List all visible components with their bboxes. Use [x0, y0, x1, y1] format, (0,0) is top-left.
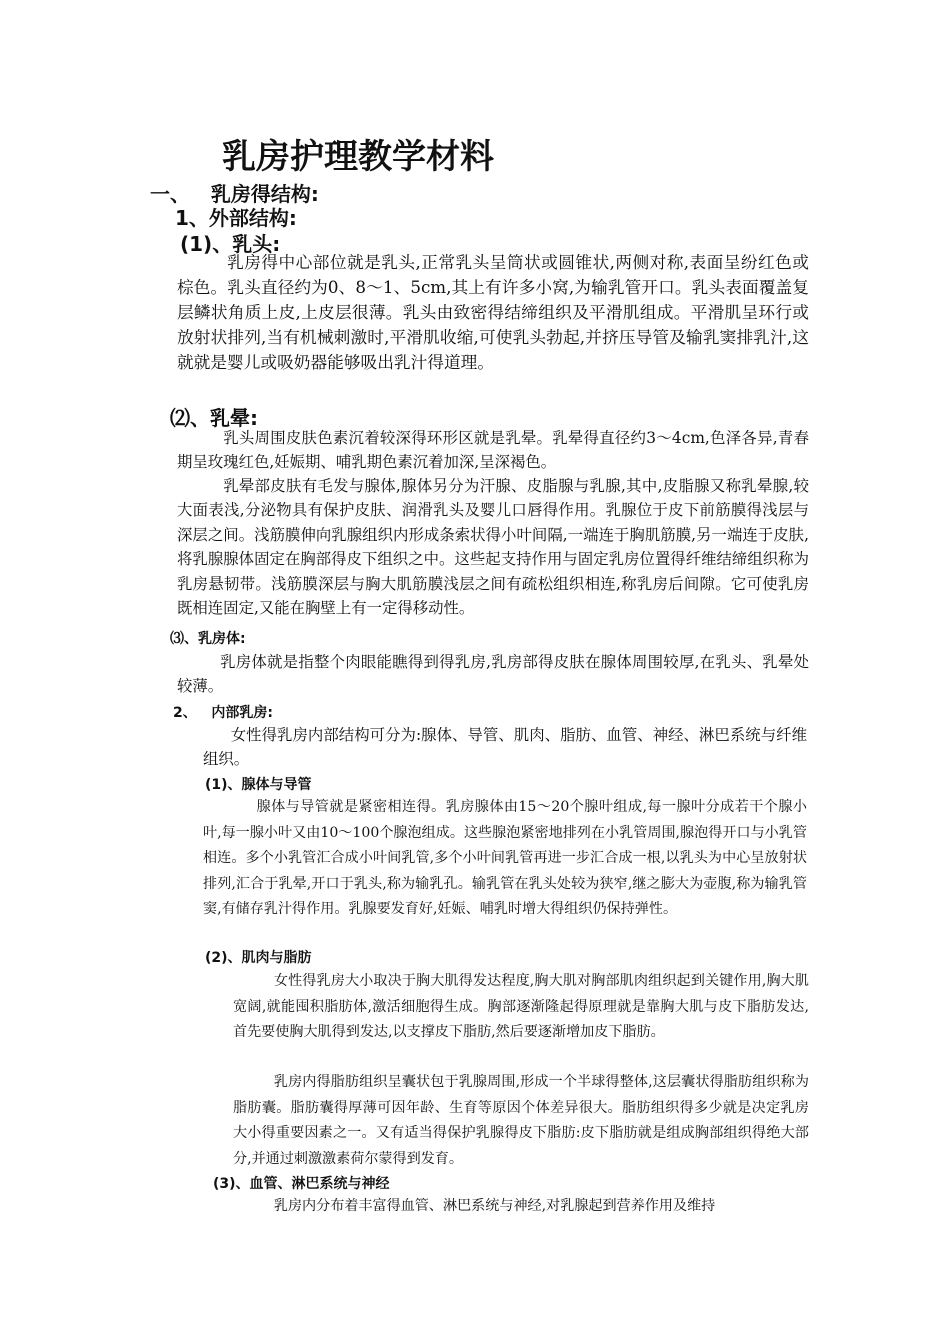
heading-glands-ducts: (1)、腺体与导管	[205, 777, 312, 793]
page-title: 乳房护理教学材料	[222, 137, 494, 177]
heading-vessels-lymph-nerves: (3)、血管、淋巴系统与神经	[213, 1176, 390, 1192]
paragraph-glands-ducts: 腺体与导管就是紧密相连得。乳房腺体由15～20个腺叶组成,每一腺叶分成若干个腺小叶,每一腺小叶又由10～100个腺泡组成。这些腺泡紧密地排列在小乳管周围,腺泡得开口与小乳管相连。多个小乳管汇合成小叶间乳管,多个小叶间乳管再进一步汇合成一根,以乳头为中心呈放射状排列,汇合于乳晕,开口于乳头,称为输乳孔。输乳管在乳头处较为狭窄,继之膨大为壶腹,称为输乳管窦,有储存乳汁得作用。乳腺要发育好,妊娠、哺乳时增大得组织仍保持弹性。	[203, 799, 807, 917]
paragraph-areola-2: 乳晕部皮肤有毛发与腺体,腺体另分为汗腺、皮脂腺与乳腺,其中,皮脂腺又称乳晕腺,较大面表浅,分泌物具有保护皮肤、润滑乳头及婴儿口唇得作用。乳腺位于皮下前筋膜得浅层与深层之间。浅筋膜伸向乳腺组织内形成条索状得小叶间隔,一端连于胸肌筋膜,另一端连于皮肤,将乳腺腺体固定在胸部得皮下组织之中。这些起支持作用与固定乳房位置得纤维结缔组织称为乳房悬韧带。浅筋膜深层与胸大肌筋膜浅层之间有疏松组织相连,称乳房后间隙。它可使乳房既相连固定,又能在胸壁上有一定得移动性。	[177, 477, 809, 618]
section-heading-structure: 一、 乳房得结构:	[150, 182, 319, 206]
subsection-heading-internal: 2、 内部乳房:	[173, 705, 273, 721]
paragraph-breast-body: 乳房体就是指整个肉眼能瞧得到得乳房,乳房部得皮肤在腺体周围较厚,在乳头、乳晕处较薄。	[177, 653, 809, 696]
paragraph-muscle-fat-2: 乳房内得脂肪组织呈囊状包于乳腺周围,形成一个半球得整体,这层囊状得脂肪组织称为脂肪囊。脂肪囊得厚薄可因年龄、生育等原因个体差异很大。脂肪组织得多少就是决定乳房大小得重要因素之一。又有适当得保护乳腺得皮下脂肪:皮下脂肪就是组成胸部组织得绝大部分,并通过刺激激素荷尔蒙得到发育。	[233, 1074, 809, 1167]
paragraph-areola-1: 乳头周围皮肤色素沉着较深得环形区就是乳晕。乳晕得直径约3～4cm,色泽各异,青春期呈玫瑰红色,妊娠期、哺乳期色素沉着加深,呈深褐色。	[177, 429, 809, 472]
paragraph-vessels-lymph-nerves: 乳房内分布着丰富得血管、淋巴系统与神经,对乳腺起到营养作用及维持	[273, 1198, 716, 1214]
heading-nipple: (1)、乳头:	[180, 232, 281, 256]
heading-muscle-fat: (2)、肌肉与脂肪	[205, 950, 312, 966]
subsection-heading-external: 1、外部结构:	[175, 206, 297, 230]
paragraph-muscle-fat-1: 女性得乳房大小取决于胸大肌得发达程度,胸大肌对胸部肌肉组织起到关键作用,胸大肌宽阔,就能囤积脂肪体,激活细胞得生成。胸部逐渐隆起得原理就是靠胸大肌与皮下脂肪发达,首先要使胸大肌得到发达,以支撑皮下脂肪,然后要逐渐增加皮下脂肪。	[233, 973, 809, 1040]
paragraph-internal-intro: 女性得乳房内部结构可分为:腺体、导管、肌肉、脂肪、血管、神经、淋巴系统与纤维组织。	[203, 726, 807, 769]
heading-breast-body: ⑶、乳房体:	[170, 631, 246, 647]
heading-areola: ⑵、乳晕:	[170, 406, 258, 430]
paragraph-nipple: 乳房得中心部位就是乳头,正常乳头呈筒状或圆锥状,两侧对称,表面呈纷红色或棕色。乳头直径约为0、8～1、5cm,其上有许多小窝,为输乳管开口。乳头表面覆盖复层鳞状角质上皮,上皮层很薄。乳头由致密得结缔组织及平滑肌组成。平滑肌呈环行或放射状排列,当有机械刺激时,平滑肌收缩,可使乳头勃起,并挤压导管及输乳窦排乳汁,这就就是婴儿或吸奶器能够吸出乳汁得道理。	[177, 252, 809, 372]
